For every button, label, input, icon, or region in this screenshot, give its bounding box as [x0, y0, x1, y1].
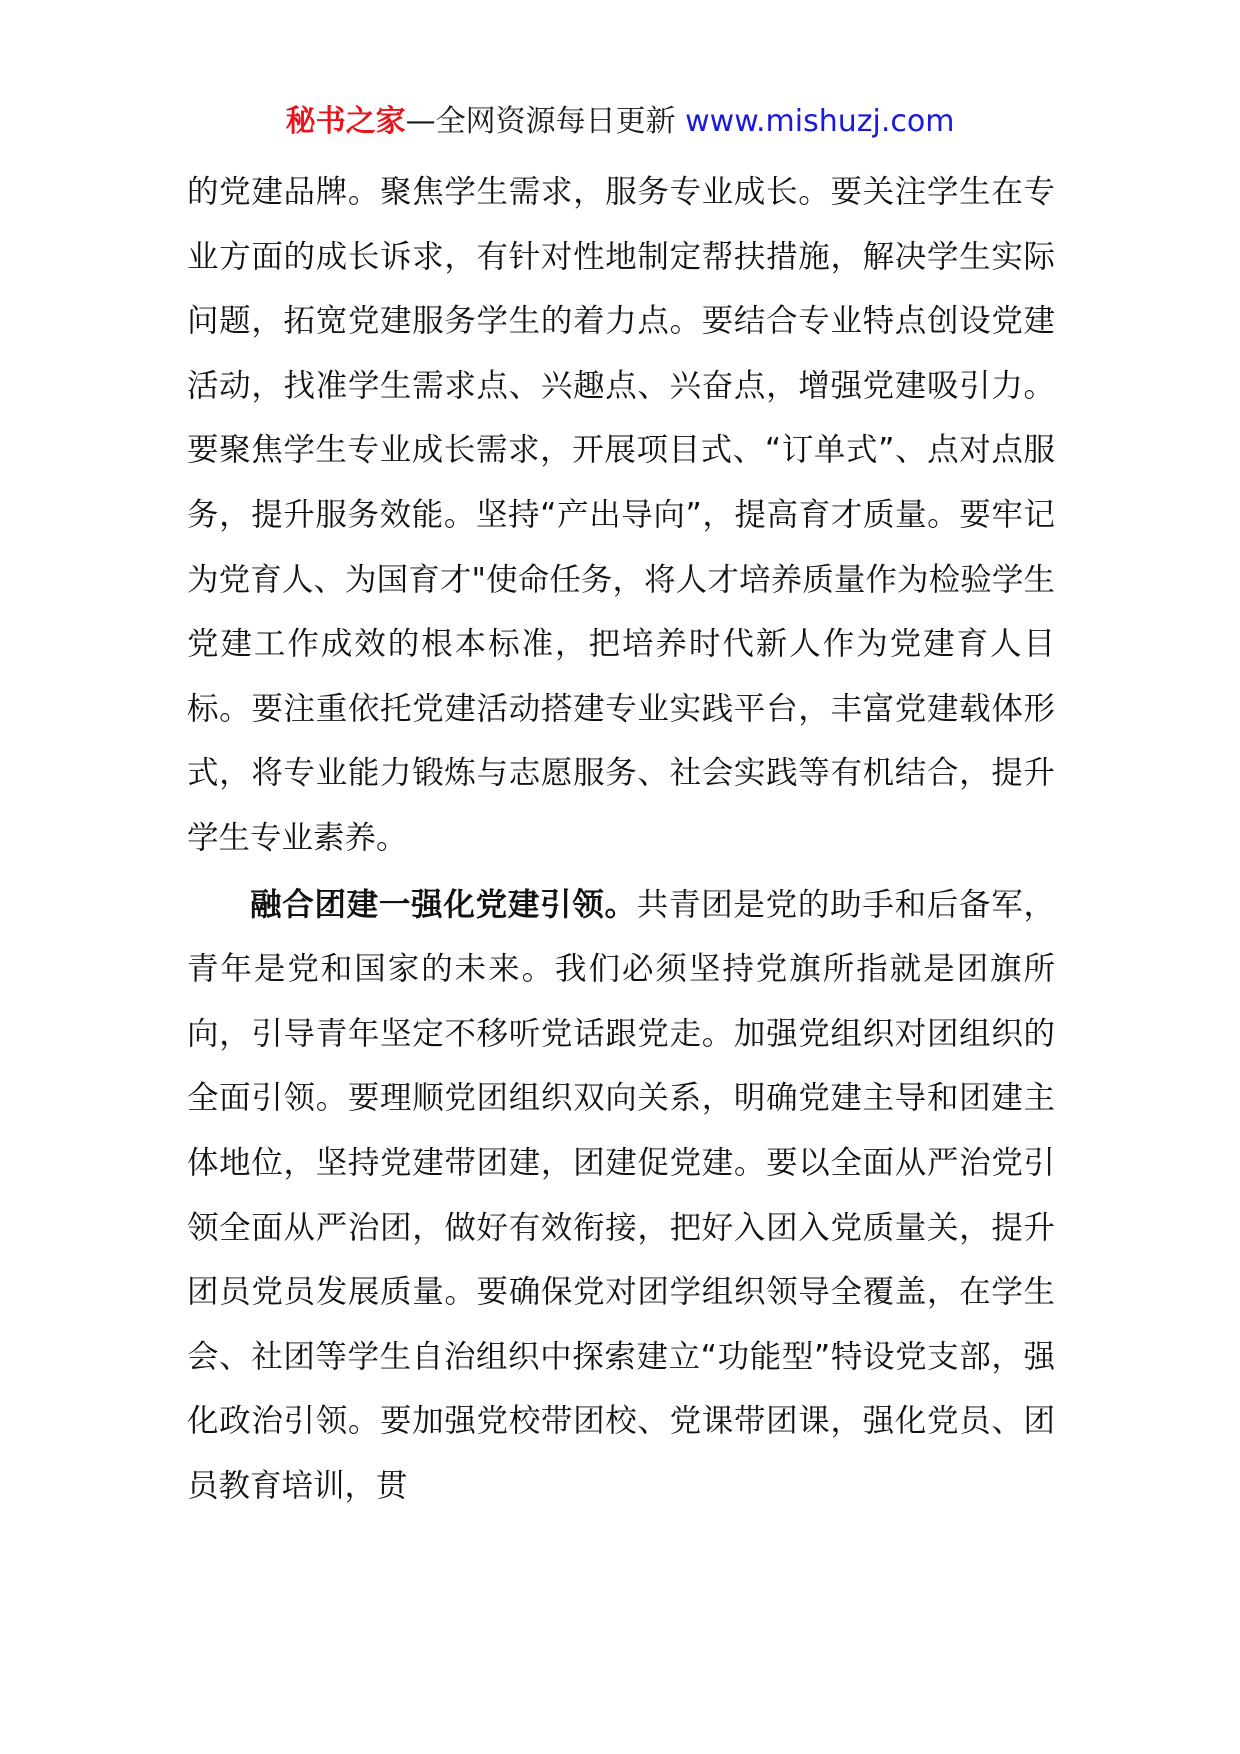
paragraph-2-heading: 融合团建一强化党建引领。 [250, 886, 637, 923]
header-url-link[interactable]: www.mishuzj.com [685, 104, 955, 139]
paragraph-2 [187, 873, 1055, 1519]
header-brand: 秘书之家 [285, 104, 406, 139]
document-body [187, 160, 1055, 1518]
paragraph-1: 的党建品牌。聚焦学生需求，服务专业成长。要关注学生在专业方面的成长诉求，有针对性地制定帮扶措施，解决学生实际问题，拓宽党建服务学生的着力点。要结合专业特点创设党建活动，找准学生需求点、兴趣点、兴奋点，增强党建吸引力。要聚焦学生专业成长需求，开展项目式、“订单式”、点对点服务，提升服务效能。坚持“产出导向”，提高育才质量。要牢记为党育人、为国育才"使命任务，将人才培养质量作为检验学生党建工作成效的根本标准，把培养时代新人作为党建育人目标。要注重依托党建活动搭建专业实践平台，丰富党建载体形式，将专业能力锻炼与志愿服务、社会实践等有机结合，提升学生专业素养。 [187, 174, 1055, 856]
page-header [0, 100, 1240, 144]
header-tagline: —全网资源每日更新 [405, 104, 676, 139]
paragraph-2-text: 共青团是党的助手和后备军，青年是党和国家的未来。我们必须坚持党旗所指就是团旗所向，引导青年坚定不移听党话跟党走。加强党组织对团组织的全面引领。要理顺党团组织双向关系，明确党建主导和团建主体地位，坚持党建带团建，团建促党建。要以全面从严治党引领全面从严治团，做好有效衔接，把好入团入党质量关，提升团员党员发展质量。要确保党对团学组织领导全覆盖，在学生会、社团等学生自治组织中探索建立“功能型”特设党支部，强化政治引领。要加强党校带团校、党课带团课，强化党员、团员教育培训，贯 [187, 886, 1055, 1504]
